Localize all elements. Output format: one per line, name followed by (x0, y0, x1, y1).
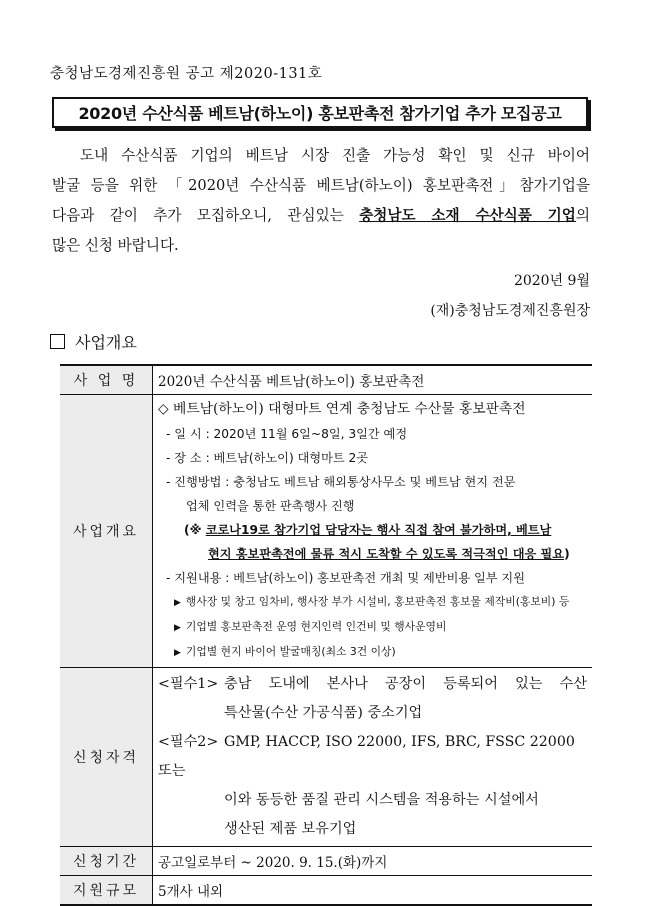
overview-item-venue: - 장 소 : 베트남(하노이) 대형마트 2곳 (166, 451, 369, 465)
requirement-2-line-2: 이와 동등한 품질 관리 시스템을 적용하는 시설에서 (224, 792, 539, 808)
note-prefix: (※ (184, 523, 206, 537)
label-period: 신청기간 (60, 847, 153, 876)
requirement-1-line-1: 충남 도내에 본사나 공장이 등록되어 있는 수산 (224, 676, 587, 692)
method-line-2: 업체 인력을 통한 판촉행사 진행 (186, 499, 355, 513)
triangle-bullet-icon: ▶ (174, 648, 181, 658)
intro-line-3-after: 의 (575, 207, 590, 224)
value-period: 공고일로부터 ~ 2020. 9. 15.(화)까지 (153, 847, 593, 876)
overview-note (158, 518, 587, 566)
note-suffix: ) (564, 547, 570, 561)
table-row-name (60, 365, 592, 395)
label-qualification: 신청자격 (60, 668, 153, 847)
support-bullet-3 (158, 640, 587, 665)
overview-headline: ◇ 베트남(하노이) 대형마트 연계 충청남도 수산물 홍보판촉전 (158, 401, 526, 417)
support-bullet-2 (158, 615, 587, 640)
table-row-period (60, 847, 592, 876)
page-title: 2020년 수산식품 베트남(하노이) 홍보판촉전 참가기업 추가 모집공고 (78, 104, 562, 123)
title-box (52, 97, 588, 128)
support-bullet-3-text: 기업별 현지 바이어 발굴매칭(최소 3건 이상) (185, 645, 396, 658)
intro-line-4: 많은 신청 바랍니다. (52, 237, 179, 254)
triangle-bullet-icon: ▶ (174, 623, 181, 633)
label-overview: 사업개요 (60, 395, 153, 668)
notice-number: 충청남도경제진흥원 공고 제2020-131호 (50, 66, 323, 82)
table-row-overview (60, 395, 592, 668)
intro-line-3-before: 다음과 같이 추가 모집하오니, 관심있는 (52, 207, 360, 224)
requirement-1-tag: <필수1> (158, 676, 219, 692)
requirement-2-line-1: GMP, HACCP, ISO 22000, IFS, BRC, FSSC 22000 또는 (158, 734, 575, 779)
value-overview (153, 395, 593, 668)
note-line-2: 현지 홍보판촉전에 물류 적시 도착할 수 있도록 적극적인 대응 필요 (208, 547, 565, 561)
value-scale: 5개사 내외 (153, 876, 593, 906)
method-line-1: - 진행방법 : 충청남도 베트남 해외통상사무소 및 베트남 현지 전문 (166, 475, 516, 489)
support-bullet-1 (158, 590, 587, 615)
support-bullet-1-text: 행사장 및 창고 임차비, 행사장 부가 시설비, 홍보판촉전 홍보물 제작비(홍보비) 등 (185, 595, 570, 608)
issuer: (재)충청남도경제진흥원장 (430, 303, 590, 319)
table-row-qualification (60, 668, 592, 847)
value-qualification (153, 668, 593, 847)
label-scale: 지원규모 (60, 876, 153, 906)
requirement-2 (158, 728, 587, 844)
overview-item-schedule: - 일 시 : 2020년 11월 6일~8일, 3일간 예정 (166, 427, 408, 441)
intro-paragraph (52, 141, 590, 261)
intro-highlight: 충청남도 소재 수산식품 기업 (359, 207, 576, 224)
notice-date: 2020년 9월 (513, 273, 590, 289)
triangle-bullet-icon: ▶ (174, 598, 181, 608)
requirement-1-line-2: 특산물(수산 가공식품) 중소기업 (224, 705, 423, 721)
requirement-2-line-3: 생산된 제품 보유기업 (224, 821, 357, 837)
checkbox-square-icon (50, 334, 65, 349)
intro-line-1: 도내 수산식품 기업의 베트남 시장 진출 가능성 확인 및 신규 바이어 (80, 147, 590, 164)
value-project-name: 2020년 수산식품 베트남(하노이) 홍보판촉전 (153, 365, 593, 395)
intro-line-3 (52, 201, 590, 231)
overview-item-support: - 지원내용 : 베트남(하노이) 홍보판촉전 개최 및 제반비용 일부 지원 (166, 571, 525, 585)
section-heading-text: 사업개요 (75, 333, 137, 352)
label-project-name: 사 업 명 (60, 365, 153, 395)
note-line-1: 코로나19로 참가기업 담당자는 행사 직접 참여 불가하며, 베트남 (205, 523, 552, 537)
support-bullet-2-text: 기업별 홍보판촉전 운영 현지인력 인건비 및 행사운영비 (185, 620, 447, 633)
intro-line-2: 발굴 등을 위한 「2020년 수산식품 베트남(하노이) 홍보판촉전」참가기업을 (52, 177, 590, 194)
overview-item-method (158, 470, 587, 518)
section-heading (50, 330, 137, 353)
requirement-1 (158, 670, 587, 728)
requirement-2-tag: <필수2> (158, 734, 219, 750)
overview-table (60, 364, 592, 906)
